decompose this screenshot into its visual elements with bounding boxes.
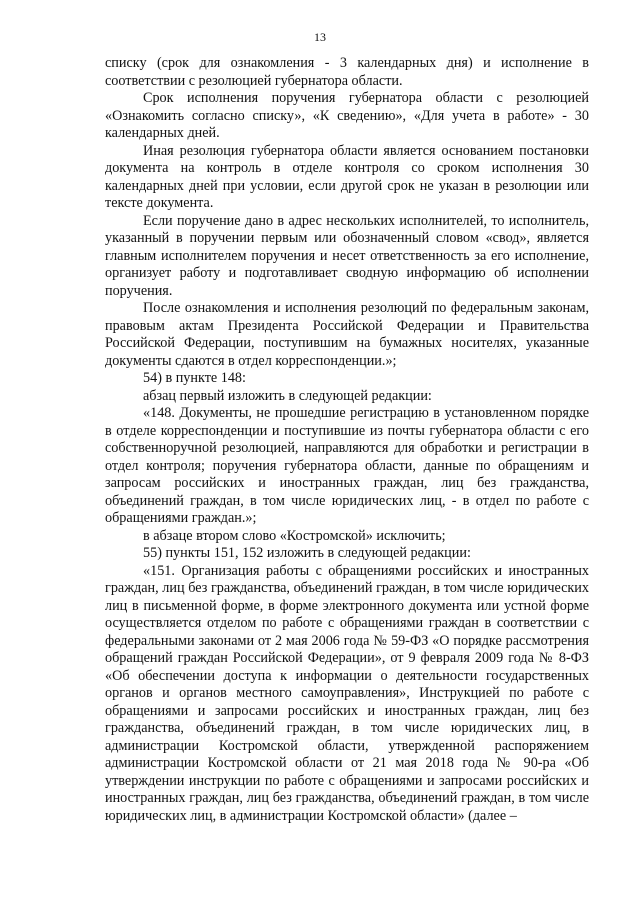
paragraph-multiple-executors: Если поручение дано в адрес нескольких исполнителей, то исполнитель, указанный в поручении первым или обозначенный словом «свод», является главным исполнителем поручения и несет ответственность за его исполнение, организует работу и подготавливает сводную информацию об исполнении поручения. <box>105 212 589 299</box>
paragraph-after-familiarization: После ознакомления и исполнения резолюций по федеральным законам, правовым актам Президента Российской Федерации и Правительства Российской Федерации, поступившим на бумажных носителях, указанные документы сдаются в отдел корреспонденции.»; <box>105 300 589 369</box>
paragraph-point-148: «148. Документы, не прошедшие регистрацию в установленном порядке в отделе корреспонденции и поступившие из почты губернатора области с его собственноручной резолюцией, направляются для обработки и регистрации в отдел контроля; поручения губернатора области, данные по обращениям и запросам российских и иностранных граждан, лиц без гражданства, объединений граждан, в том числе юридических лиц, - в отдел по работе с обращениями граждан.»; <box>105 405 589 526</box>
paragraph-item-55: 55) пункты 151, 152 изложить в следующей редакции: <box>143 545 471 561</box>
paragraph-continuation: списку (срок для ознакомления - 3 календарных дня) и исполнение в соответствии с резолюцией губернатора области. <box>105 55 589 89</box>
paragraph-deadline-familiarization: Срок исполнения поручения губернатора области с резолюцией «Ознакомить согласно списку», «К сведению», «Для учета в работе» - 30 календарных дней. <box>105 90 589 141</box>
page-number: 13 <box>314 30 326 44</box>
paragraph-first-abzac: абзац первый изложить в следующей редакции: <box>143 387 432 404</box>
document-body <box>105 55 589 825</box>
paragraph-point-151: «151. Организация работы с обращениями российских и иностранных граждан, лиц без гражданства, объединений граждан, в том числе юридических лиц в письменной форме, в форме электронного документа или устной форме осуществляется отделом по работе с обращениями граждан в соответствии с федеральными законами от 2 мая 2006 года № 59-ФЗ «О порядке рассмотрения обращений граждан Российской Федерации», от 9 февраля 2009 года № 8-ФЗ «Об обеспечении доступа к информации о деятельности государственных органов и органов местного самоуправления», Инструкцией по работе с обращениями и запросами российских и иностранных граждан, лиц без гражданства, объединений граждан, в том числе юридических лиц, в администрации Костромской области, утвержденной распоряжением администрации Костромской области от 21 мая 2018 года № 90-ра «Об утверждении инструкции по работе с обращениями и запросами российских и иностранных граждан, лиц без гражданства, объединений граждан, в том числе юридических лиц, в администрации Костромской области» (далее – <box>105 562 589 824</box>
paragraph-other-resolution: Иная резолюция губернатора области является основанием постановки документа на контроль в отделе контроля со сроком исполнения 30 календарных дней при условии, если другой срок не указан в резолюции или тексте документа. <box>105 142 589 211</box>
paragraph-item-54: 54) в пункте 148: <box>143 370 246 386</box>
paragraph-second-abzac: в абзаце втором слово «Костромской» исключить; <box>143 527 446 544</box>
